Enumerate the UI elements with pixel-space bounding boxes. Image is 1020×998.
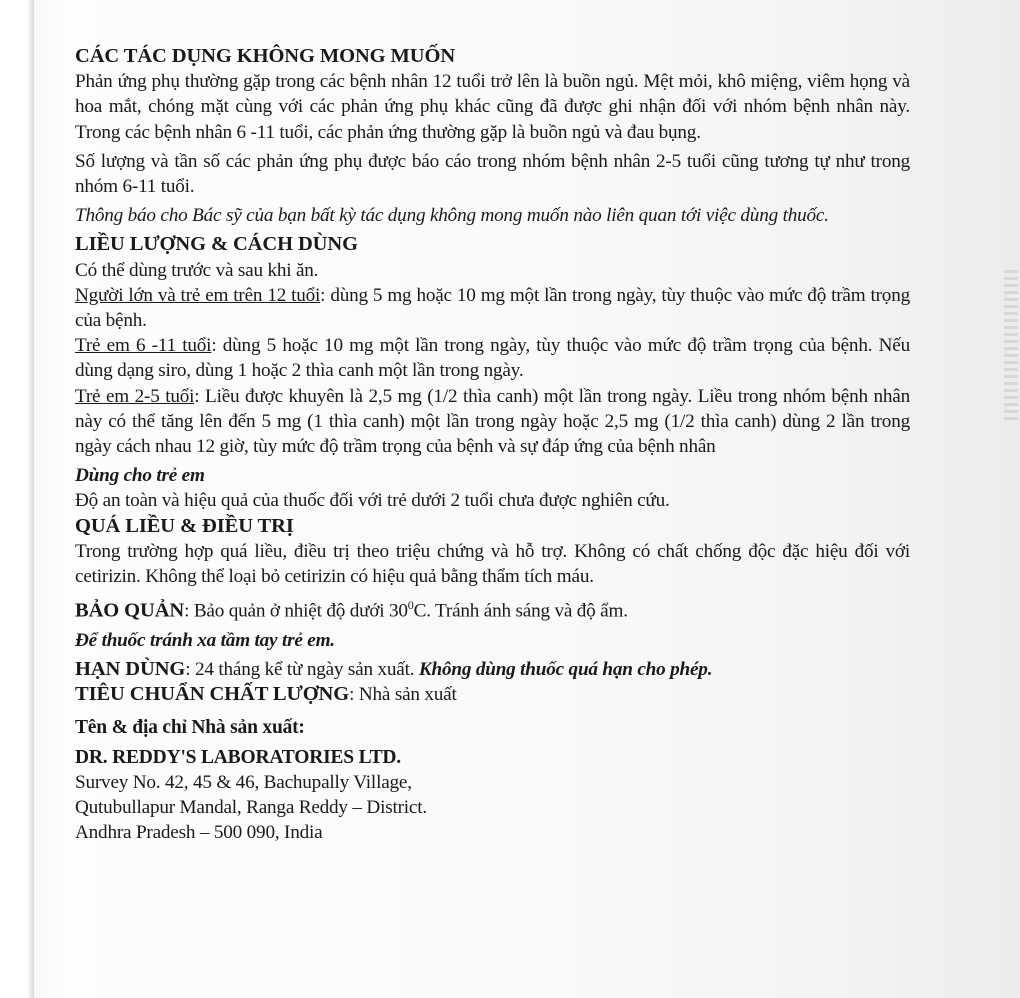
standard-text: : Nhà sản xuất xyxy=(349,684,457,706)
storage-warning: Để thuốc tránh xa tầm tay trẻ em. xyxy=(75,629,335,651)
manufacturer-block xyxy=(75,715,910,845)
manufacturer-name: DR. REDDY'S LABORATORIES LTD. xyxy=(75,746,401,768)
children-use-heading: Dùng cho trẻ em xyxy=(75,465,205,487)
expiry-text: : 24 tháng kể từ ngày sản xuất. xyxy=(185,659,419,681)
dosage-intro: Có thể dùng trước và sau khi ăn. xyxy=(75,259,319,281)
scan-margin-marks xyxy=(1004,270,1018,420)
manufacturer-address-line: Qutubullapur Mandal, Ranga Reddy – District. xyxy=(75,797,427,819)
side-effects-heading: CÁC TÁC DỤNG KHÔNG MONG MUỐN xyxy=(75,45,456,67)
leaflet-content xyxy=(75,44,910,845)
expiry-line xyxy=(75,657,910,682)
storage-label: BẢO QUẢN xyxy=(75,599,185,622)
storage-text-after: C. Tránh ánh sáng và độ ẩm. xyxy=(413,600,628,622)
dosage-child-2-5 xyxy=(75,384,910,460)
expiry-label: HẠN DÙNG xyxy=(75,658,186,681)
dosage-child-2-5-text: : Liều được khuyên là 2,5 mg (1/2 thìa canh) một lần trong ngày. Liều trong nhóm bệnh nhân này có thể tăng lên đến 5 mg (1 thìa canh) một lần trong ngày hoặc 2,5 mg (1/2 thìa canh) dùng 2 lần trong ngày cách nhau 12 giờ, tùy mức độ trầm trọng của bệnh và sự đáp ứng của bệnh nhân xyxy=(75,385,910,458)
manufacturer-address-line: Andhra Pradesh – 500 090, India xyxy=(75,822,323,844)
expiry-warning: Không dùng thuốc quá hạn cho phép. xyxy=(418,659,713,681)
manufacturer-heading: Tên & địa chỉ Nhà sản xuất: xyxy=(75,717,305,739)
dosage-heading: LIỀU LƯỢNG & CÁCH DÙNG xyxy=(75,233,358,256)
dosage-child-2-5-label: Trẻ em 2-5 tuổi xyxy=(75,385,195,407)
dosage-child-6-11 xyxy=(75,333,910,383)
side-effects-paragraph-2: Số lượng và tần số các phản ứng phụ được báo cáo trong nhóm bệnh nhân 2-5 tuổi cũng tương tự như trong nhóm 6-11 tuổi. xyxy=(75,150,910,198)
manufacturer-address-line: Survey No. 42, 45 & 46, Bachupally Village, xyxy=(75,771,412,793)
storage-text-before: : Bảo quản ở nhiệt độ dưới 30 xyxy=(184,600,408,622)
dosage-adults xyxy=(75,283,910,333)
side-effects-paragraph-1: Phản ứng phụ thường gặp trong các bệnh nhân 12 tuổi trở lên là buồn ngủ. Mệt mỏi, khô miệng, viêm họng và hoa mắt, chóng mặt cùng với các phản ứng phụ khác cũng đã được ghi nhận đối với nhóm bệnh nhân này. Trong các bệnh nhân 6 -11 tuổi, các phản ứng thường gặp là buồn ngủ và đau bụng. xyxy=(75,71,910,143)
page-edge-shadow xyxy=(0,0,34,998)
dosage-adults-text: : dùng 5 mg hoặc 10 mg một lần trong ngày, tùy thuộc vào mức độ trầm trọng của bệnh. xyxy=(75,284,910,332)
dosage-adults-label: Người lớn và trẻ em trên 12 tuổi xyxy=(75,284,321,306)
overdose-heading: QUÁ LIỀU & ĐIỀU TRỊ xyxy=(75,514,294,537)
standard-label: TIÊU CHUẨN CHẤT LƯỢNG xyxy=(75,683,350,706)
overdose-text: Trong trường hợp quá liều, điều trị theo triệu chứng và hỗ trợ. Không có chất chống độc đặc hiệu đối với cetirizin. Không thể loại bỏ cetirizin có hiệu quả bằng thẩm tích máu. xyxy=(75,540,910,588)
dosage-child-6-11-label: Trẻ em 6 -11 tuổi xyxy=(75,335,212,357)
side-effects-notice: Thông báo cho Bác sỹ của bạn bất kỳ tác dụng không mong muốn nào liên quan tới việc dùng thuốc. xyxy=(75,205,829,227)
children-use-text: Độ an toàn và hiệu quả của thuốc đối với trẻ dưới 2 tuổi chưa được nghiên cứu. xyxy=(75,490,670,512)
storage-degree: 0 xyxy=(407,598,414,613)
standard-line xyxy=(75,682,910,707)
dosage-child-6-11-text: : dùng 5 hoặc 10 mg một lần trong ngày, tùy thuộc vào mức độ trầm trọng của bệnh. Nếu dùng dạng siro, dùng 1 hoặc 2 thìa canh một lần trong ngày. xyxy=(75,335,910,382)
storage-line xyxy=(75,593,910,624)
